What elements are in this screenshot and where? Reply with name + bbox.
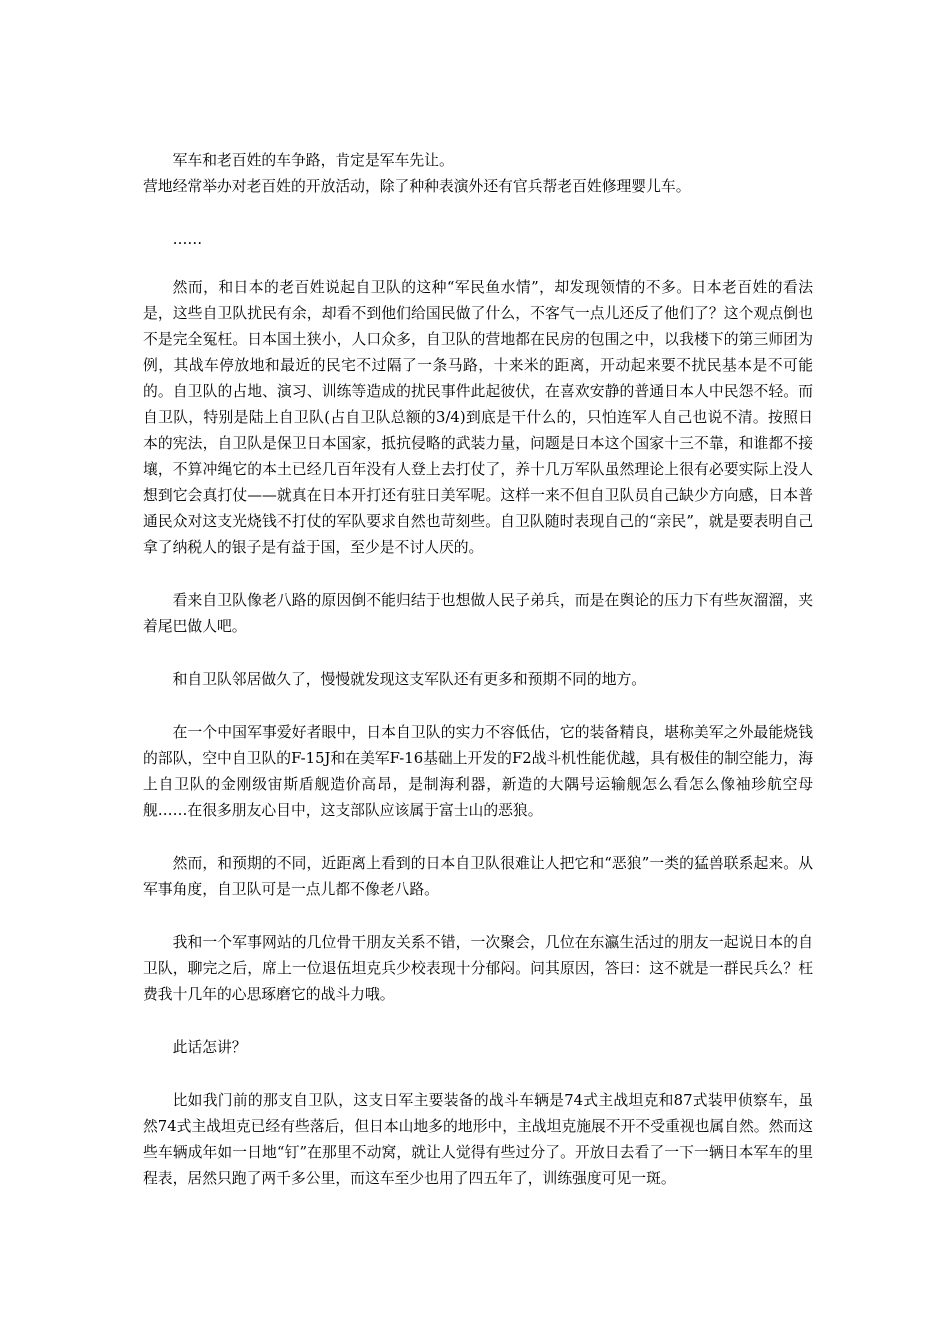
paragraph: 营地经常举办对老百姓的开放活动，除了种种表演外还有官兵帮老百姓修理婴儿车。 — [143, 178, 691, 195]
paragraph: 然而，和日本的老百姓说起自卫队的这种“军民鱼水情”，却发现领情的不多。日本老百姓的看法是，这些自卫队扰民有余，却看不到他们给国民做了什么，不客气一点儿还反了他们了？这个观点倒也不是完全冤枉。日本国土狭小，人口众多，自卫队的营地都在民房的包围之中，以我楼下的第三师团为例，其战车停放地和最近的民宅不过隔了一条马路，十来米的距离，开动起来要不扰民基本是不可能的。自卫队的占地、演习、训练等造成的扰民事件此起彼伏，在喜欢安静的普通日本人中民怨不轻。而自卫队，特别是陆上自卫队(占自卫队总额的3/4)到底是干什么的，只怕连军人自己也说不清。按照日本的宪法，自卫队是保卫日本国家，抵抗侵略的武装力量，问题是日本这个国家十三不靠，和谁都不接壤，不算冲绳它的本土已经几百年没有人登上去打仗了，养十几万军队虽然理论上很有必要实际上没人想到它会真打仗——就真在日本开打还有驻日美军呢。这样一来不但自卫队员自己缺少方向感，日本普通民众对这支光烧钱不打仗的军队要求自然也苛刻些。自卫队随时表现自己的“亲民”，就是要表明自己拿了纳税人的银子是有益于国，至少是不讨人厌的。 — [143, 279, 813, 556]
paragraph: 看来自卫队像老八路的原因倒不能归结于也想做人民子弟兵，而是在舆论的压力下有些灰溜溜，夹着尾巴做人吧。 — [143, 592, 813, 635]
paragraph: 然而，和预期的不同，近距离上看到的日本自卫队很难让人把它和“恶狼”一类的猛兽联系起来。从军事角度，自卫队可是一点儿都不像老八路。 — [143, 855, 813, 898]
paragraph: 我和一个军事网站的几位骨干朋友关系不错，一次聚会，几位在东瀛生活过的朋友一起说日本的自卫队，聊完之后，席上一位退伍坦克兵少校表现十分郁闷。问其原因，答曰：这不就是一群民兵么？枉费我十几年的心思琢磨它的战斗力哦。 — [143, 934, 813, 1003]
paragraph: 和自卫队邻居做久了，慢慢就发现这支军队还有更多和预期不同的地方。 — [172, 671, 647, 688]
paragraph: 在一个中国军事爱好者眼中，日本自卫队的实力不容低估，它的装备精良，堪称美军之外最能烧钱的部队，空中自卫队的F-15J和在美军F-16基础上开发的F2战斗机性能优越，具有极佳的制空能力，海上自卫队的金刚级宙斯盾舰造价高昂，是制海利器，新造的大隅号运输舰怎么看怎么像袖珍航空母舰……在很多朋友心目中，这支部队应该属于富士山的恶狼。 — [143, 724, 813, 819]
paragraph: 此话怎讲？ — [172, 1039, 247, 1056]
paragraph: 军车和老百姓的车争路，肯定是军车先让。 — [172, 152, 454, 169]
ellipsis-paragraph: …… — [172, 231, 203, 248]
article-body — [143, 148, 813, 1219]
paragraph: 比如我门前的那支自卫队，这支日军主要装备的战斗车辆是74式主战坦克和87式装甲侦察车，虽然74式主战坦克已经有些落后，但日本山地多的地形中，主战坦克施展不开不受重视也属自然。然而这些车辆成年如一日地“钉”在那里不动窝，就让人觉得有些过分了。开放日去看了一下一辆日本军车的里程表，居然只跑了两千多公里，而这车至少也用了四五年了，训练强度可见一斑。 — [143, 1092, 813, 1187]
